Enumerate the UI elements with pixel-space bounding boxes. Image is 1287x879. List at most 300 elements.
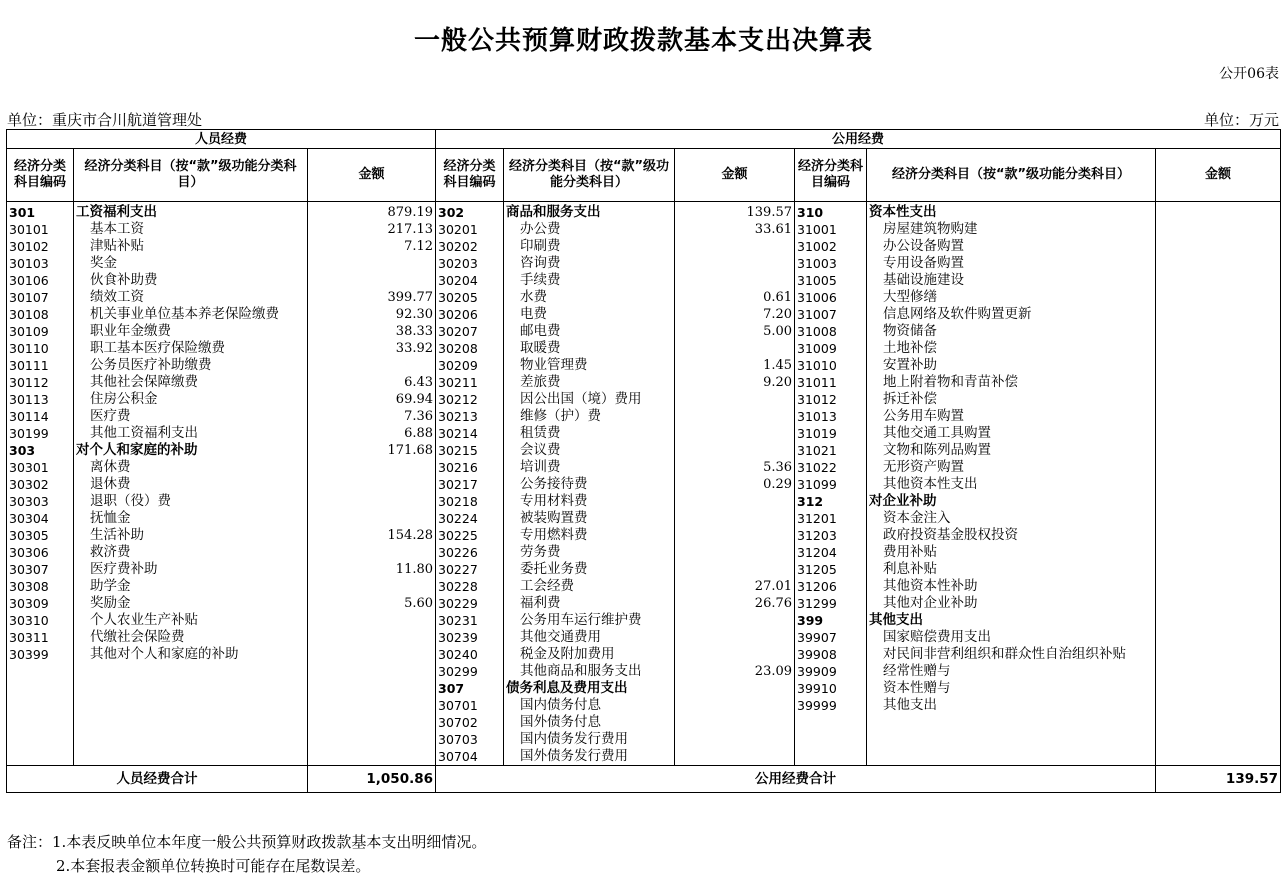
item-code xyxy=(7,663,74,680)
item-code: 30212 xyxy=(436,391,504,408)
item-amount xyxy=(308,476,436,493)
header-name: 经济分类科目（按“款”级功能分类科目） xyxy=(504,149,675,202)
item-amount: 33.92 xyxy=(308,340,436,357)
note-2: 2.本套报表金额单位转换时可能存在尾数误差。 xyxy=(56,857,371,875)
table-row xyxy=(7,340,1281,357)
item-name: 离休费 xyxy=(74,459,308,476)
item-code: 30399 xyxy=(7,646,74,663)
item-code: 31001 xyxy=(795,221,867,238)
item-amount xyxy=(1156,612,1281,629)
item-code: 30239 xyxy=(436,629,504,646)
item-code: 301 xyxy=(7,202,74,222)
notes xyxy=(7,830,486,878)
item-code xyxy=(795,748,867,766)
item-name: 办公费 xyxy=(504,221,675,238)
item-amount xyxy=(1156,578,1281,595)
item-name xyxy=(74,714,308,731)
item-name: 福利费 xyxy=(504,595,675,612)
item-code: 31005 xyxy=(795,272,867,289)
item-name: 安置补助 xyxy=(867,357,1156,374)
table-row xyxy=(7,459,1281,476)
item-code: 30703 xyxy=(436,731,504,748)
item-amount xyxy=(1156,459,1281,476)
item-amount xyxy=(675,612,795,629)
item-amount xyxy=(1156,374,1281,391)
item-code: 30311 xyxy=(7,629,74,646)
item-amount xyxy=(308,714,436,731)
item-amount xyxy=(675,646,795,663)
item-code: 30202 xyxy=(436,238,504,255)
item-name: 个人农业生产补贴 xyxy=(74,612,308,629)
table-row xyxy=(7,255,1281,272)
item-code: 31009 xyxy=(795,340,867,357)
item-code: 30106 xyxy=(7,272,74,289)
item-code: 30201 xyxy=(436,221,504,238)
item-amount: 27.01 xyxy=(675,578,795,595)
table-row xyxy=(7,714,1281,731)
item-name: 资本金注入 xyxy=(867,510,1156,527)
item-amount xyxy=(675,510,795,527)
item-code: 31099 xyxy=(795,476,867,493)
item-amount xyxy=(1156,323,1281,340)
item-code: 30228 xyxy=(436,578,504,595)
table-row xyxy=(7,442,1281,459)
item-code: 30301 xyxy=(7,459,74,476)
table-row xyxy=(7,221,1281,238)
item-name: 商品和服务支出 xyxy=(504,202,675,222)
item-name: 其他对企业补助 xyxy=(867,595,1156,612)
item-amount xyxy=(675,680,795,697)
table-row xyxy=(7,663,1281,680)
item-amount xyxy=(1156,748,1281,766)
table-row xyxy=(7,748,1281,766)
item-amount xyxy=(675,408,795,425)
table-row xyxy=(7,595,1281,612)
item-name: 资本性支出 xyxy=(867,202,1156,222)
item-code: 30112 xyxy=(7,374,74,391)
item-name: 对个人和家庭的补助 xyxy=(74,442,308,459)
item-code xyxy=(7,748,74,766)
item-amount: 69.94 xyxy=(308,391,436,408)
item-code: 30204 xyxy=(436,272,504,289)
item-name: 津贴补贴 xyxy=(74,238,308,255)
expenditure-table xyxy=(6,129,1281,793)
item-code: 31007 xyxy=(795,306,867,323)
table-row xyxy=(7,289,1281,306)
item-amount: 38.33 xyxy=(308,323,436,340)
item-amount: 7.36 xyxy=(308,408,436,425)
item-code xyxy=(7,680,74,697)
table-row xyxy=(7,425,1281,442)
item-amount: 9.20 xyxy=(675,374,795,391)
item-amount xyxy=(1156,425,1281,442)
header-name: 经济分类科目（按“款”级功能分类科目） xyxy=(867,149,1156,202)
table-row xyxy=(7,578,1281,595)
item-amount xyxy=(308,629,436,646)
item-name: 国外债务付息 xyxy=(504,714,675,731)
table-row xyxy=(7,731,1281,748)
form-number: 公开06表 xyxy=(1219,66,1279,82)
note-1: 备注：1.本表反映单位本年度一般公共预算财政拨款基本支出明细情况。 xyxy=(7,833,487,851)
item-name: 专用材料费 xyxy=(504,493,675,510)
item-name: 经常性赠与 xyxy=(867,663,1156,680)
item-name: 救济费 xyxy=(74,544,308,561)
item-name: 基本工资 xyxy=(74,221,308,238)
table-row xyxy=(7,238,1281,255)
item-amount: 26.76 xyxy=(675,595,795,612)
item-code: 30306 xyxy=(7,544,74,561)
item-amount: 92.30 xyxy=(308,306,436,323)
item-code: 30303 xyxy=(7,493,74,510)
item-name: 助学金 xyxy=(74,578,308,595)
header-name: 经济分类科目（按“款”级功能分类科目） xyxy=(74,149,308,202)
item-code: 39910 xyxy=(795,680,867,697)
item-amount xyxy=(675,493,795,510)
item-name: 会议费 xyxy=(504,442,675,459)
item-amount xyxy=(1156,714,1281,731)
item-amount: 5.00 xyxy=(675,323,795,340)
item-amount xyxy=(675,731,795,748)
item-name: 医疗费补助 xyxy=(74,561,308,578)
item-name: 其他工资福利支出 xyxy=(74,425,308,442)
item-name xyxy=(867,731,1156,748)
item-amount: 6.43 xyxy=(308,374,436,391)
item-name: 咨询费 xyxy=(504,255,675,272)
table-row xyxy=(7,646,1281,663)
item-code: 30108 xyxy=(7,306,74,323)
item-name: 工资福利支出 xyxy=(74,202,308,222)
table-row xyxy=(7,527,1281,544)
item-code: 30224 xyxy=(436,510,504,527)
item-name: 职工基本医疗保险缴费 xyxy=(74,340,308,357)
item-name: 租赁费 xyxy=(504,425,675,442)
item-name: 邮电费 xyxy=(504,323,675,340)
item-code: 30302 xyxy=(7,476,74,493)
header-amount: 金额 xyxy=(675,149,795,202)
item-name: 委托业务费 xyxy=(504,561,675,578)
item-name: 职业年金缴费 xyxy=(74,323,308,340)
item-amount xyxy=(1156,408,1281,425)
item-amount xyxy=(1156,731,1281,748)
table-row xyxy=(7,476,1281,493)
item-code: 30211 xyxy=(436,374,504,391)
table-row xyxy=(7,680,1281,697)
item-name: 政府投资基金股权投资 xyxy=(867,527,1156,544)
item-code: 30215 xyxy=(436,442,504,459)
item-amount xyxy=(308,459,436,476)
item-code: 30111 xyxy=(7,357,74,374)
item-code: 31006 xyxy=(795,289,867,306)
item-code: 30218 xyxy=(436,493,504,510)
header-code: 经济分类科目编码 xyxy=(436,149,504,202)
item-code: 310 xyxy=(795,202,867,222)
item-code: 30199 xyxy=(7,425,74,442)
personnel-total-amount: 1,050.86 xyxy=(308,766,436,793)
item-amount: 7.12 xyxy=(308,238,436,255)
item-code: 302 xyxy=(436,202,504,222)
item-code: 31299 xyxy=(795,595,867,612)
item-name: 水费 xyxy=(504,289,675,306)
item-name: 专用燃料费 xyxy=(504,527,675,544)
item-name: 物业管理费 xyxy=(504,357,675,374)
item-code: 30240 xyxy=(436,646,504,663)
item-amount xyxy=(308,748,436,766)
item-code: 39908 xyxy=(795,646,867,663)
item-amount xyxy=(1156,202,1281,222)
item-code xyxy=(795,714,867,731)
item-name: 专用设备购置 xyxy=(867,255,1156,272)
item-code: 30102 xyxy=(7,238,74,255)
item-code: 30225 xyxy=(436,527,504,544)
item-name: 因公出国（境）费用 xyxy=(504,391,675,408)
item-amount xyxy=(675,697,795,714)
item-amount xyxy=(675,748,795,766)
table-row xyxy=(7,561,1281,578)
item-name: 公务员医疗补助缴费 xyxy=(74,357,308,374)
item-name: 取暖费 xyxy=(504,340,675,357)
item-amount xyxy=(1156,663,1281,680)
item-amount xyxy=(675,255,795,272)
table-row xyxy=(7,391,1281,408)
header-amount: 金额 xyxy=(1156,149,1281,202)
item-code: 39909 xyxy=(795,663,867,680)
item-name: 其他支出 xyxy=(867,612,1156,629)
item-code: 31204 xyxy=(795,544,867,561)
item-name: 资本性赠与 xyxy=(867,680,1156,697)
item-amount xyxy=(1156,680,1281,697)
item-name: 办公设备购置 xyxy=(867,238,1156,255)
item-name: 手续费 xyxy=(504,272,675,289)
item-name: 代缴社会保险费 xyxy=(74,629,308,646)
item-name: 基础设施建设 xyxy=(867,272,1156,289)
item-name: 费用补贴 xyxy=(867,544,1156,561)
item-code: 30305 xyxy=(7,527,74,544)
table-row xyxy=(7,629,1281,646)
item-code: 30308 xyxy=(7,578,74,595)
item-amount xyxy=(675,442,795,459)
item-code: 30701 xyxy=(436,697,504,714)
item-amount xyxy=(675,714,795,731)
item-amount xyxy=(308,493,436,510)
item-amount xyxy=(1156,595,1281,612)
item-amount xyxy=(1156,238,1281,255)
item-name: 维修（护）费 xyxy=(504,408,675,425)
item-name: 印刷费 xyxy=(504,238,675,255)
item-amount xyxy=(1156,391,1281,408)
public-total-label: 公用经费合计 xyxy=(436,766,1156,793)
item-amount xyxy=(308,578,436,595)
item-code: 31206 xyxy=(795,578,867,595)
item-code: 30309 xyxy=(7,595,74,612)
item-name: 国内债务发行费用 xyxy=(504,731,675,748)
item-code: 30702 xyxy=(436,714,504,731)
item-name: 奖金 xyxy=(74,255,308,272)
item-amount: 1.45 xyxy=(675,357,795,374)
item-name: 其他社会保障缴费 xyxy=(74,374,308,391)
item-amount: 11.80 xyxy=(308,561,436,578)
item-name: 退休费 xyxy=(74,476,308,493)
item-name: 伙食补助费 xyxy=(74,272,308,289)
item-amount: 0.29 xyxy=(675,476,795,493)
item-name: 医疗费 xyxy=(74,408,308,425)
item-name: 培训费 xyxy=(504,459,675,476)
item-code: 30307 xyxy=(7,561,74,578)
item-code: 303 xyxy=(7,442,74,459)
item-code: 31019 xyxy=(795,425,867,442)
item-name: 工会经费 xyxy=(504,578,675,595)
item-amount xyxy=(308,510,436,527)
item-code xyxy=(795,731,867,748)
item-amount: 5.36 xyxy=(675,459,795,476)
public-total-amount: 139.57 xyxy=(1156,766,1281,793)
item-amount xyxy=(1156,340,1281,357)
item-amount xyxy=(675,340,795,357)
item-amount xyxy=(1156,629,1281,646)
item-name: 其他商品和服务支出 xyxy=(504,663,675,680)
item-name: 公务用车运行维护费 xyxy=(504,612,675,629)
item-amount: 154.28 xyxy=(308,527,436,544)
table-row xyxy=(7,612,1281,629)
item-code: 307 xyxy=(436,680,504,697)
item-name xyxy=(867,748,1156,766)
item-code: 30310 xyxy=(7,612,74,629)
item-name: 劳务费 xyxy=(504,544,675,561)
item-amount: 33.61 xyxy=(675,221,795,238)
personnel-total-label: 人员经费合计 xyxy=(7,766,308,793)
item-amount xyxy=(308,255,436,272)
item-code: 30208 xyxy=(436,340,504,357)
item-code: 30704 xyxy=(436,748,504,766)
item-name: 退职（役）费 xyxy=(74,493,308,510)
item-name xyxy=(74,748,308,766)
group-public: 公用经费 xyxy=(436,130,1281,149)
item-amount xyxy=(675,238,795,255)
item-amount xyxy=(308,612,436,629)
item-code: 39907 xyxy=(795,629,867,646)
item-code: 30213 xyxy=(436,408,504,425)
item-amount xyxy=(675,391,795,408)
item-amount xyxy=(1156,493,1281,510)
table-row xyxy=(7,544,1281,561)
item-name xyxy=(74,663,308,680)
item-code: 30304 xyxy=(7,510,74,527)
item-name: 信息网络及软件购置更新 xyxy=(867,306,1156,323)
table-row xyxy=(7,202,1281,222)
item-name: 被装购置费 xyxy=(504,510,675,527)
item-amount xyxy=(1156,510,1281,527)
item-name: 文物和陈列品购置 xyxy=(867,442,1156,459)
item-code: 30217 xyxy=(436,476,504,493)
item-code: 312 xyxy=(795,493,867,510)
item-amount xyxy=(675,544,795,561)
table-row xyxy=(7,374,1281,391)
item-amount xyxy=(1156,289,1281,306)
item-amount xyxy=(1156,476,1281,493)
item-code: 31021 xyxy=(795,442,867,459)
item-code xyxy=(7,714,74,731)
page-title: 一般公共预算财政拨款基本支出决算表 xyxy=(413,26,873,56)
item-name: 生活补助 xyxy=(74,527,308,544)
item-code: 30214 xyxy=(436,425,504,442)
item-amount xyxy=(308,357,436,374)
item-name: 对民间非营利组织和群众性自治组织补贴 xyxy=(867,646,1156,663)
item-amount: 879.19 xyxy=(308,202,436,222)
item-name: 其他支出 xyxy=(867,697,1156,714)
item-name: 其他资本性支出 xyxy=(867,476,1156,493)
table-row xyxy=(7,306,1281,323)
item-code: 31203 xyxy=(795,527,867,544)
item-code xyxy=(7,731,74,748)
header-code: 经济分类科目编码 xyxy=(795,149,867,202)
item-code: 39999 xyxy=(795,697,867,714)
item-amount: 139.57 xyxy=(675,202,795,222)
item-name: 拆迁补偿 xyxy=(867,391,1156,408)
item-amount xyxy=(1156,697,1281,714)
item-code: 30209 xyxy=(436,357,504,374)
item-amount xyxy=(675,425,795,442)
item-name: 无形资产购置 xyxy=(867,459,1156,476)
item-name: 对企业补助 xyxy=(867,493,1156,510)
item-name: 公务用车购置 xyxy=(867,408,1156,425)
item-amount: 399.77 xyxy=(308,289,436,306)
table-row xyxy=(7,323,1281,340)
amount-unit: 单位：万元 xyxy=(1203,111,1279,129)
item-name: 国内债务付息 xyxy=(504,697,675,714)
item-code: 31010 xyxy=(795,357,867,374)
item-code: 30103 xyxy=(7,255,74,272)
item-name: 地上附着物和青苗补偿 xyxy=(867,374,1156,391)
item-amount xyxy=(1156,306,1281,323)
table-row xyxy=(7,510,1281,527)
item-amount xyxy=(1156,527,1281,544)
item-code xyxy=(7,697,74,714)
item-code: 30216 xyxy=(436,459,504,476)
item-amount: 5.60 xyxy=(308,595,436,612)
item-name: 公务接待费 xyxy=(504,476,675,493)
item-code: 31201 xyxy=(795,510,867,527)
item-name: 奖励金 xyxy=(74,595,308,612)
item-code: 30203 xyxy=(436,255,504,272)
item-name: 差旅费 xyxy=(504,374,675,391)
item-amount xyxy=(1156,357,1281,374)
item-name xyxy=(74,680,308,697)
unit-name: 单位：重庆市合川航道管理处 xyxy=(7,111,203,129)
item-code: 31011 xyxy=(795,374,867,391)
item-amount xyxy=(308,680,436,697)
item-amount: 6.88 xyxy=(308,425,436,442)
item-name: 其他交通费用 xyxy=(504,629,675,646)
item-code: 30299 xyxy=(436,663,504,680)
item-name: 抚恤金 xyxy=(74,510,308,527)
item-amount: 7.20 xyxy=(675,306,795,323)
item-amount xyxy=(1156,646,1281,663)
item-name: 其他对个人和家庭的补助 xyxy=(74,646,308,663)
item-name: 电费 xyxy=(504,306,675,323)
item-amount: 23.09 xyxy=(675,663,795,680)
item-code: 30109 xyxy=(7,323,74,340)
item-code: 31022 xyxy=(795,459,867,476)
item-code: 30206 xyxy=(436,306,504,323)
item-name: 国家赔偿费用支出 xyxy=(867,629,1156,646)
item-amount xyxy=(1156,544,1281,561)
item-amount xyxy=(308,697,436,714)
item-name: 房屋建筑物购建 xyxy=(867,221,1156,238)
item-amount: 217.13 xyxy=(308,221,436,238)
item-code: 30229 xyxy=(436,595,504,612)
item-amount xyxy=(308,731,436,748)
item-name xyxy=(867,714,1156,731)
item-name: 物资储备 xyxy=(867,323,1156,340)
